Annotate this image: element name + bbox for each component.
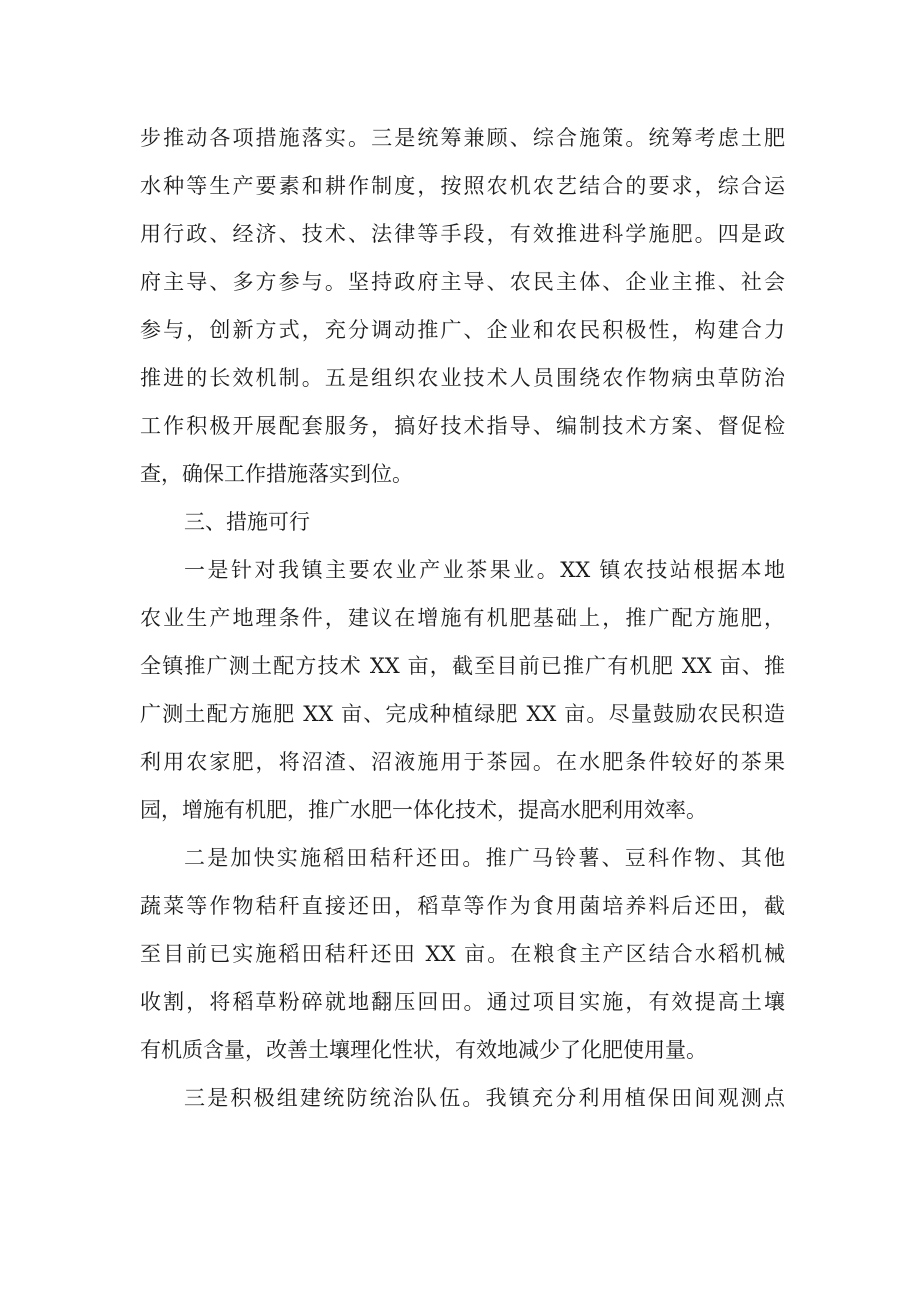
body-line: 用行政、经济、技术、法律等手段，有效推进科学施肥。四是政 [140,222,785,246]
body-line: 步推动各项措施落实。三是统筹兼顾、综合施策。统筹考虑土肥 [140,126,785,150]
body-line: 三是积极组建统防统治队伍。我镇充分利用植保田间观测点 [184,1086,785,1110]
body-line: 查，确保工作措施落实到位。 [140,462,413,486]
body-line: 工作积极开展配套服务，搞好技术指导、编制技术方案、督促检 [140,414,785,438]
section-heading: 三、措施可行 [184,510,310,534]
document-body [140,114,785,1122]
body-line: 二是加快实施稻田秸秆还田。推广马铃薯、豆科作物、其他 [184,846,785,870]
body-line: 蔬菜等作物秸秆直接还田，稻草等作为食用菌培养料后还田，截 [140,894,785,918]
body-line: 参与，创新方式，充分调动推广、企业和农民积极性，构建合力 [140,318,785,342]
body-line: 推进的长效机制。五是组织农业技术人员围绕农作物病虫草防治 [140,366,785,390]
body-line: 收割，将稻草粉碎就地翻压回田。通过项目实施，有效提高土壤 [140,990,785,1014]
body-line: 有机质含量，改善土壤理化性状，有效地减少了化肥使用量。 [140,1038,707,1062]
body-line: 一是针对我镇主要农业产业茶果业。XX 镇农技站根据本地 [184,558,785,582]
body-line: 园，增施有机肥，推广水肥一体化技术，提高水肥利用效率。 [140,798,707,822]
body-line: 全镇推广测土配方技术 XX 亩，截至目前已推广有机肥 XX 亩、推 [140,654,785,678]
body-line: 利用农家肥，将沼渣、沼液施用于茶园。在水肥条件较好的茶果 [140,750,785,774]
body-line: 水种等生产要素和耕作制度，按照农机农艺结合的要求，综合运 [140,174,785,198]
body-line: 广测土配方施肥 XX 亩、完成种植绿肥 XX 亩。尽量鼓励农民积造 [140,702,785,726]
body-line: 至目前已实施稻田秸秆还田 XX 亩。在粮食主产区结合水稻机械 [140,942,785,966]
body-line: 农业生产地理条件，建议在增施有机肥基础上，推广配方施肥， [140,606,785,630]
body-line: 府主导、多方参与。坚持政府主导、农民主体、企业主推、社会 [140,270,785,294]
